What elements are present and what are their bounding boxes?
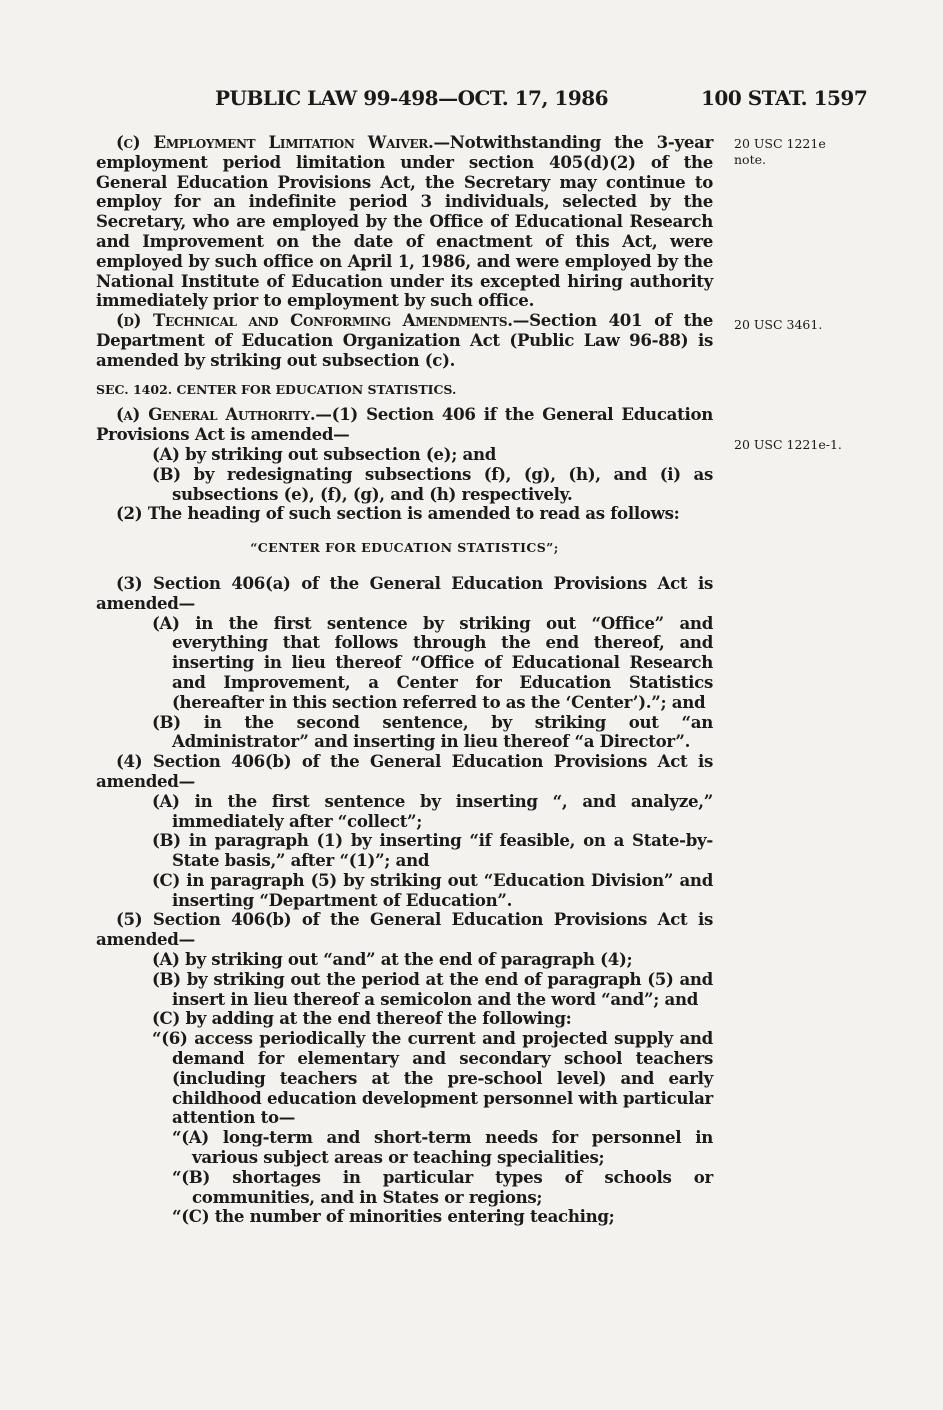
paragraph-d-heading: (d) Technical and Conforming Amendments. (116, 310, 513, 331)
paragraph-a5-B: (B) by striking out the period at the end of paragraph (5) and insert in lieu thereof a semicolon and the word “and”; and (152, 968, 713, 1009)
running-header (0, 86, 943, 116)
margin-note-1 (734, 136, 854, 168)
paragraph-a3: (3) Section 406(a) of the General Education Provisions Act is amended— (96, 572, 713, 613)
paragraph-a1-A: (A) by striking out subsection (e); and (152, 443, 497, 464)
margin-note-1-line1: 20 USC 1221e (734, 136, 826, 151)
paragraph-c-text: —Notwithstanding the 3-year employment period limitation under section 405(d)(2) of the General Education Provisions Act, the Secretary may continue to employ for an indefinite period 3 individuals, selected by the Secretary, who are employed by the Office of Educational Research and Improvement on the date of enactment of this Act, were employed by such office on April 1, 1986, and were employed by the National Institute of Education under its excepted hiring authority immediately prior to employment by such office. (96, 132, 714, 311)
paragraph-d-text: —Section 401 of the Department of Education Organization Act (Public Law 96-88) is amended by striking out subsection (c). (96, 310, 713, 370)
statute-page: 100 STAT. 1597 (701, 86, 868, 110)
quoted-paragraph-6: “(6) access periodically the current and projected supply and demand for elementary and secondary school teachers (including teachers at the pre-school level) and early childhood education development personnel with particular attention to— (152, 1028, 713, 1128)
paragraph-a1-B: (B) by redesignating subsections (f), (g), (h), and (i) as subsections (e), (f), (g), and (h) respectively. (152, 463, 713, 504)
paragraph-a-heading: (a) General Authority. (116, 404, 316, 425)
paragraph-a3-B: (B) in the second sentence, by striking out “an Administrator” and inserting in lieu thereof “a Director”. (152, 711, 713, 752)
paragraph-a2: (2) The heading of such section is amended to read as follows: (116, 503, 680, 524)
paragraph-a4-A: (A) in the first sentence by inserting “, and analyze,” immediately after “collect”; (152, 790, 713, 831)
paragraph-c-heading: (c) Employment Limitation Waiver. (116, 132, 434, 152)
section-heading: SEC. 1402. CENTER FOR EDUCATION STATISTICS. (96, 381, 457, 397)
margin-note-1-line2: note. (734, 152, 766, 167)
statute-body (96, 133, 713, 1227)
center-heading: “CENTER FOR EDUCATION STATISTICS”; (250, 540, 559, 556)
paragraph-a5: (5) Section 406(b) of the General Education Provisions Act is amended— (96, 909, 713, 950)
quoted-paragraph-6-A: “(A) long-term and short-term needs for personnel in various subject areas or teaching specialities; (172, 1127, 713, 1168)
quoted-paragraph-6-B: “(B) shortages in particular types of schools or communities, and in States or regions; (172, 1166, 713, 1207)
margin-note-2: 20 USC 3461. (734, 317, 823, 332)
paragraph-a4-C: (C) in paragraph (5) by striking out “Education Division” and inserting “Department of Education”. (152, 869, 713, 910)
law-citation: PUBLIC LAW 99-498—OCT. 17, 1986 (215, 86, 609, 110)
paragraph-d (96, 311, 713, 370)
paragraph-a5-C: (C) by adding at the end thereof the following: (152, 1008, 572, 1029)
paragraph-a (96, 405, 713, 445)
paragraph-a4-B: (B) in paragraph (1) by inserting “if feasible, on a State-by-State basis,” after “(1)”; and (152, 830, 713, 871)
quoted-paragraph-6-C: “(C) the number of minorities entering teaching; (172, 1206, 615, 1227)
paragraph-a3-A: (A) in the first sentence by striking out “Office” and everything that follows through the end thereof, and inserting in lieu thereof “Office of Educational Research and Improvement, a Center for Education Statistics (hereafter in this section referred to as the ‘Center’).”; and (152, 612, 713, 712)
paragraph-a4: (4) Section 406(b) of the General Education Provisions Act is amended— (96, 751, 713, 791)
paragraph-a-text: —(1) Section 406 if the General Education Provisions Act is amended— (96, 404, 713, 445)
paragraph-a5-A: (A) by striking out “and” at the end of paragraph (4); (152, 949, 633, 970)
paragraph-c (96, 133, 713, 311)
margin-note-3: 20 USC 1221e-1. (734, 437, 842, 452)
